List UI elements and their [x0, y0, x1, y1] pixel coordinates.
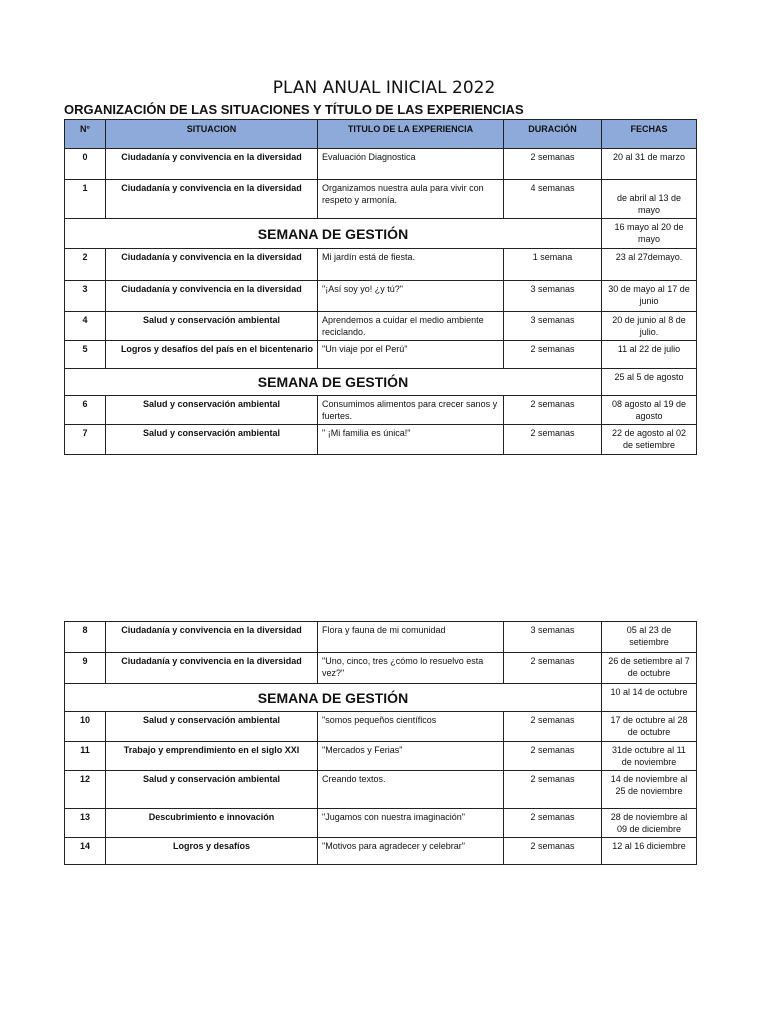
row-fechas: 17 de octubre al 28 de octubre — [602, 712, 697, 742]
table-row — [65, 249, 697, 281]
row-num: 2 — [65, 249, 106, 281]
row-duracion: 2 semanas — [504, 712, 602, 742]
row-titulo: " ¡Mi familia es única!" — [318, 425, 504, 455]
header-duracion: DURACIÓN — [504, 120, 602, 149]
row-situacion: Logros y desafíos — [106, 838, 318, 865]
row-situacion: Salud y conservación ambiental — [106, 425, 318, 455]
header-num: N° — [65, 120, 106, 149]
row-num: 8 — [65, 622, 106, 653]
header-situacion: SITUACION — [106, 120, 318, 149]
row-duracion: 1 semana — [504, 249, 602, 281]
row-fechas: 23 al 27demayo. — [602, 249, 697, 281]
row-fechas: de abril al 13 de mayo — [602, 180, 697, 219]
row-fechas: 26 de setiembre al 7 de octubre — [602, 653, 697, 684]
gestion-fechas: 25 al 5 de agosto — [602, 369, 697, 396]
row-situacion: Ciudadanía y convivencia en la diversidad — [106, 249, 318, 281]
row-num: 9 — [65, 653, 106, 684]
row-titulo: Creando textos. — [318, 771, 504, 809]
table-row — [65, 341, 697, 369]
row-duracion: 2 semanas — [504, 838, 602, 865]
row-titulo: "¡Así soy yo! ¿y tú?" — [318, 281, 504, 312]
row-titulo: Organizamos nuestra aula para vivir con respeto y armonía. — [318, 180, 504, 219]
table-row — [65, 312, 697, 341]
row-titulo: "Motivos para agradecer y celebrar" — [318, 838, 504, 865]
gestion-label: SEMANA DE GESTIÓN — [65, 684, 602, 712]
row-titulo: Mi jardín está de fiesta. — [318, 249, 504, 281]
row-titulo: Aprendemos a cuidar el medio ambiente reciclando. — [318, 312, 504, 341]
table-row — [65, 838, 697, 865]
document-title: PLAN ANUAL INICIAL 2022 — [272, 78, 496, 98]
row-duracion: 2 semanas — [504, 341, 602, 369]
row-duracion: 3 semanas — [504, 622, 602, 653]
row-titulo: "Jugamos con nuestra imaginación" — [318, 809, 504, 838]
row-situacion: Ciudadanía y convivencia en la diversidad — [106, 622, 318, 653]
row-duracion: 3 semanas — [504, 312, 602, 341]
row-num: 0 — [65, 149, 106, 180]
row-titulo: "somos pequeños científicos — [318, 712, 504, 742]
table-row — [65, 771, 697, 809]
row-duracion: 2 semanas — [504, 396, 602, 425]
table-row — [65, 622, 697, 653]
row-duracion: 3 semanas — [504, 281, 602, 312]
row-num: 14 — [65, 838, 106, 865]
row-fechas: 14 de noviembre al 25 de noviembre — [602, 771, 697, 809]
row-titulo: Flora y fauna de mi comunidad — [318, 622, 504, 653]
row-num: 10 — [65, 712, 106, 742]
gestion-row — [65, 369, 697, 396]
row-situacion: Ciudadanía y convivencia en la diversidad — [106, 281, 318, 312]
plan-table-page-1 — [64, 119, 697, 455]
row-fechas: 20 de junio al 8 de julio. — [602, 312, 697, 341]
row-fechas: 11 al 22 de julio — [602, 341, 697, 369]
row-num: 7 — [65, 425, 106, 455]
table-row — [65, 396, 697, 425]
row-duracion: 2 semanas — [504, 149, 602, 180]
row-duracion: 2 semanas — [504, 771, 602, 809]
header-titulo: TITULO DE LA EXPERIENCIA — [318, 120, 504, 149]
row-num: 3 — [65, 281, 106, 312]
row-situacion: Salud y conservación ambiental — [106, 312, 318, 341]
row-fechas: 05 al 23 de setiembre — [602, 622, 697, 653]
row-num: 12 — [65, 771, 106, 809]
row-num: 11 — [65, 742, 106, 771]
row-num: 4 — [65, 312, 106, 341]
gestion-label: SEMANA DE GESTIÓN — [65, 219, 602, 249]
table-row — [65, 281, 697, 312]
header-fechas: FECHAS — [602, 120, 697, 149]
gestion-fechas: 16 mayo al 20 de mayo — [602, 219, 697, 249]
table-row — [65, 149, 697, 180]
row-titulo: Evaluación Diagnostica — [318, 149, 504, 180]
row-fechas: 22 de agosto al 02 de setiembre — [602, 425, 697, 455]
gestion-row — [65, 219, 697, 249]
row-fechas: 08 agosto al 19 de agosto — [602, 396, 697, 425]
row-fechas: 20 al 31 de marzo — [602, 149, 697, 180]
gestion-label: SEMANA DE GESTIÓN — [65, 369, 602, 396]
row-num: 6 — [65, 396, 106, 425]
gestion-row — [65, 684, 697, 712]
row-fechas: 12 al 16 diciembre — [602, 838, 697, 865]
row-situacion: Salud y conservación ambiental — [106, 771, 318, 809]
row-situacion: Trabajo y emprendimiento en el siglo XXI — [106, 742, 318, 771]
row-situacion: Ciudadanía y convivencia en la diversidad — [106, 180, 318, 219]
row-situacion: Salud y conservación ambiental — [106, 396, 318, 425]
row-situacion: Ciudadanía y convivencia en la diversidad — [106, 653, 318, 684]
row-situacion: Ciudadanía y convivencia en la diversidad — [106, 149, 318, 180]
plan-table-page-2 — [64, 621, 697, 865]
table-row — [65, 742, 697, 771]
row-titulo: "Mercados y Ferias" — [318, 742, 504, 771]
row-num: 5 — [65, 341, 106, 369]
gestion-fechas: 10 al 14 de octubre — [602, 684, 697, 712]
row-duracion: 2 semanas — [504, 809, 602, 838]
table-row — [65, 653, 697, 684]
table-header-row — [65, 120, 697, 149]
row-titulo: "Un viaje por el Perú" — [318, 341, 504, 369]
row-duracion: 2 semanas — [504, 653, 602, 684]
table-row — [65, 809, 697, 838]
row-duracion: 4 semanas — [504, 180, 602, 219]
row-num: 13 — [65, 809, 106, 838]
table-row — [65, 180, 697, 219]
row-duracion: 2 semanas — [504, 425, 602, 455]
row-titulo: "Uno, cinco, tres ¿cómo lo resuelvo esta vez?" — [318, 653, 504, 684]
row-situacion: Salud y conservación ambiental — [106, 712, 318, 742]
row-fechas: 28 de noviembre al 09 de diciembre — [602, 809, 697, 838]
row-fechas: 30 de mayo al 17 de junio — [602, 281, 697, 312]
row-duracion: 2 semanas — [504, 742, 602, 771]
row-fechas: 31de octubre al 11 de noviembre — [602, 742, 697, 771]
row-titulo: Consumimos alimentos para crecer sanos y fuertes. — [318, 396, 504, 425]
row-situacion: Logros y desafíos del país en el bicentenario — [106, 341, 318, 369]
row-num: 1 — [65, 180, 106, 219]
table-row — [65, 712, 697, 742]
table-row — [65, 425, 697, 455]
document-subtitle: ORGANIZACIÓN DE LAS SITUACIONES Y TÍTULO DE LAS EXPERIENCIAS — [64, 102, 524, 117]
row-situacion: Descubrimiento e innovación — [106, 809, 318, 838]
